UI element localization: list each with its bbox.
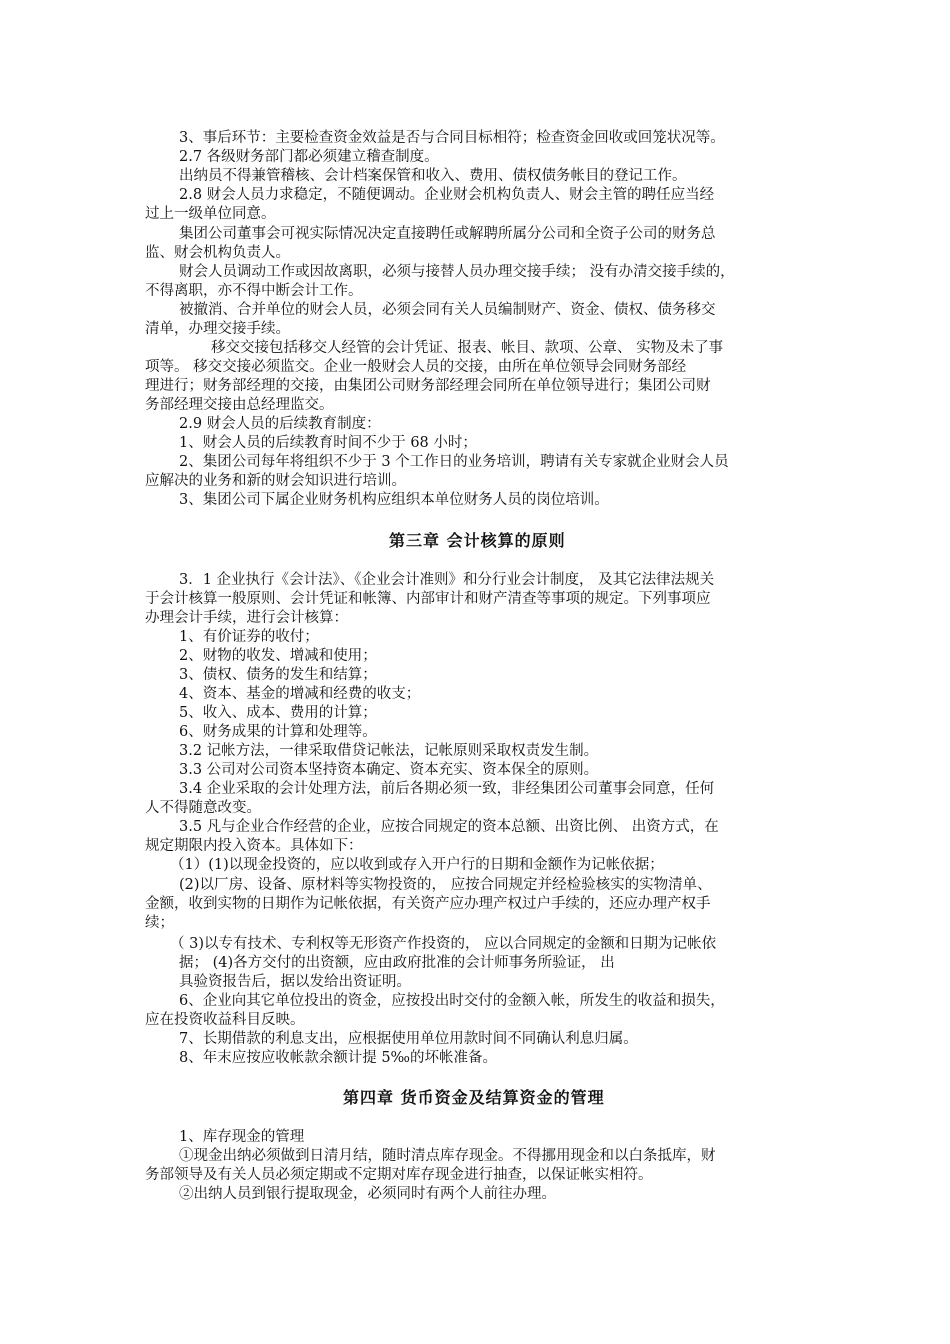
paragraph-line: 8、年末应按应收帐款余额计提 5‰的坏帐准备。	[179, 1050, 498, 1066]
paragraph-line: 续；	[145, 915, 174, 931]
list-item: 5、收入、成本、费用的计算；	[179, 705, 377, 721]
paragraph-line: 3．1 企业执行《会计法》、《企业会计准则》和分行业会计制度， 及其它法律法规关	[179, 572, 715, 588]
paragraph-line: 规定期限内投入资本。具体如下：	[145, 838, 363, 854]
paragraph-line: 财会人员调动工作或因故离职，必须与接替人员办理交接手续； 没有办清交接手续的，	[179, 264, 735, 280]
paragraph-line: 2.7 各级财务部门都必须建立稽查制度。	[179, 149, 439, 165]
paragraph-line: 被撤消、合并单位的财会人员，必须会同有关人员编制财产、资金、债权、债务移交	[179, 302, 716, 318]
paragraph-line: 2.8 财会人员力求稳定，不随便调动。企业财会机构负责人、财会主管的聘任应当经	[179, 187, 715, 203]
paragraph-line: 人不得随意改变。	[145, 800, 261, 816]
paragraph-line: 务部经理交接由总经理监交。	[145, 397, 334, 413]
paragraph-line: 7、长期借款的利息支出，应根据使用单位用款时间不同确认利息归属。	[179, 1031, 638, 1047]
paragraph-line: 过上一级单位同意。	[145, 206, 276, 222]
paragraph-line: ①现金出纳必须做到日清月结，随时清点库存现金。不得挪用现金和以白条抵库，财	[179, 1148, 716, 1164]
paragraph-line: 务部领导及有关人员必须定期或不定期对库存现金进行抽查，以保证帐实相符。	[145, 1167, 653, 1183]
paragraph-line: 3、集团公司下属企业财务机构应组织本单位财务人员的岗位培训。	[179, 492, 609, 508]
paragraph-line: 2、集团公司每年将组织不少于 3 个工作日的业务培训，聘请有关专家就企业财会人员	[179, 454, 729, 470]
paragraph-line: 据； (4)各方交付的出资额，应由政府批准的会计师事务所验证， 出	[179, 955, 615, 971]
paragraph-line: ②出纳人员到银行提取现金，必须同时有两个人前往办理。	[179, 1186, 556, 1202]
list-item: 2、财物的收发、增减和使用；	[179, 648, 377, 664]
paragraph-line: 应在投资收益科目反映。	[145, 1012, 305, 1028]
list-item: 6、财务成果的计算和处理等。	[179, 724, 377, 740]
paragraph-line: 理进行；财务部经理的交接，由集团公司财务部经理会同所在单位领导进行；集团公司财	[145, 378, 711, 394]
paragraph-line: 应解决的业务和新的财会知识进行培训。	[145, 473, 406, 489]
list-item: 1、有价证券的收付；	[179, 629, 319, 645]
paragraph-line: 清单，办理交接手续。	[145, 321, 290, 337]
paragraph-line: 移交交接包括移交人经管的会计凭证、报表、帐目、款项、公章、 实物及未了事	[211, 340, 724, 356]
paragraph-line: 1、财会人员的后续教育时间不少于 68 小时；	[179, 435, 477, 451]
paragraph-line: 办理会计手续，进行会计核算：	[145, 610, 348, 626]
paragraph-line: 监、财会机构负责人。	[145, 245, 290, 261]
paragraph-line: 集团公司董事会可视实际情况决定直接聘任或解聘所属分公司和全资子公司的财务总	[179, 226, 716, 242]
paragraph-line: 出纳员不得兼管稽核、会计档案保管和收入、费用、债权债务帐目的登记工作。	[179, 168, 687, 184]
paragraph-line: 不得离职，亦不得中断会计工作。	[145, 283, 363, 299]
paragraph-line: 3、事后环节：主要检查资金效益是否与合同目标相符；检查资金回收或回笼状况等。	[179, 130, 725, 146]
paragraph-line: 于会计核算一般原则、会计凭证和帐簿、内部审计和财产清查等事项的规定。下列事项应	[145, 591, 711, 607]
paragraph-line: 1、库存现金的管理	[179, 1129, 305, 1145]
list-item: 3、债权、债务的发生和结算；	[179, 667, 377, 683]
paragraph-line: （ 3)以专有技术、专利权等无形资产作投资的， 应以合同规定的金额和日期为记帐依	[170, 936, 717, 952]
paragraph-line: 3.5 凡与企业合作经营的企业，应按合同规定的资本总额、出资比例、 出资方式，在	[179, 819, 719, 835]
paragraph-line: 金额，收到实物的日期作为记帐依据，有关资产应办理产权过户手续的，还应办理产权手	[145, 896, 711, 912]
list-item: 4、资本、基金的增减和经费的收支；	[179, 686, 421, 702]
chapter-3-heading: 第三章 会计核算的原则	[389, 531, 566, 550]
paragraph-line: 具验资报告后，据以发给出资证明。	[179, 974, 411, 990]
paragraph-line: (2)以厂房、设备、原材料等实物投资的， 应按合同规定并经检验核实的实物清单、	[179, 877, 712, 893]
paragraph-line: （1）(1)以现金投资的，应以收到或存入开户行的日期和金额作为记帐依据；	[170, 857, 664, 873]
paragraph-line: 项等。 移交交接必须监交。企业一般财会人员的交接，由所在单位领导会同财务部经	[145, 359, 687, 375]
paragraph-line: 3.2 记帐方法，一律采取借贷记帐法，记帐原则采取权责发生制。	[179, 743, 599, 759]
paragraph-line: 3.3 公司对公司资本坚持资本确定、资本充实、资本保全的原则。	[179, 762, 599, 778]
chapter-4-heading: 第四章 货币资金及结算资金的管理	[343, 1088, 605, 1107]
paragraph-line: 3.4 企业采取的会计处理方法，前后各期必须一致，非经集团公司董事会同意，任何	[179, 781, 715, 797]
paragraph-line: 2.9 财会人员的后续教育制度：	[179, 416, 381, 432]
paragraph-line: 6、企业向其它单位投出的资金，应按投出时交付的金额入帐，所发生的收益和损失，	[179, 993, 725, 1009]
